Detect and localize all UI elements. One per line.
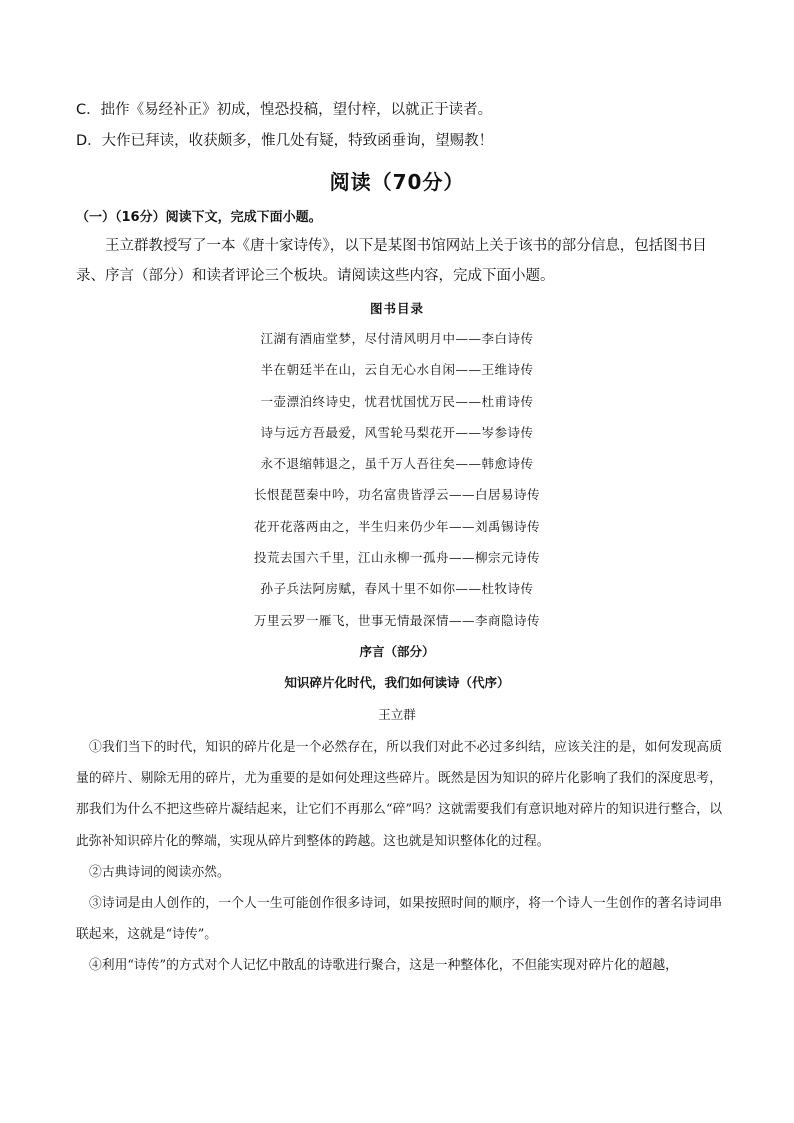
catalog-title: 图书目录 <box>369 301 424 316</box>
catalog-item: 孙子兵法阿房赋，春风十里不如你——杜牧诗传 <box>260 581 534 597</box>
section-title: 阅读（70分） <box>329 170 465 194</box>
preface-author: 王立群 <box>378 707 416 722</box>
catalog-item: 永不退缩韩退之，虽千万人吾往矣——韩愈诗传 <box>260 456 534 472</box>
preface-paragraph-3: ③诗词是由人创作的，一个人一生可能创作很多诗词，如果按照时间的顺序，将一个诗人一生创作的著名诗词串联起来，这就是“诗传”。 <box>76 896 722 943</box>
catalog-list <box>0 328 794 641</box>
catalog-item: 江湖有酒庙堂梦，尽付清风明月中——李白诗传 <box>260 331 534 346</box>
catalog-item: 万里云罗一雁飞，世事无情最深情——李商隐诗传 <box>253 612 540 628</box>
preface-title: 序言（部分） <box>359 644 435 659</box>
question-heading: （一）（16分）阅读下文，完成下面小题。 <box>76 210 322 225</box>
preface-subtitle: 知识碎片化时代，我们如何读诗（代序） <box>284 675 510 690</box>
catalog-item: 半在朝廷半在山，云自无心水自闲——王维诗传 <box>260 362 534 378</box>
preface-paragraph-2: ②古典诗词的阅读亦然。 <box>89 864 230 880</box>
option-c: C．拙作《易经补正》初成，惶恐投稿，望付梓，以就正于读者。 <box>76 102 493 118</box>
catalog-item: 投荒去国六千里，江山永柳一孤舟——柳宗元诗传 <box>253 550 540 566</box>
preface-body <box>76 732 722 982</box>
catalog-item: 花开花落两由之，半生归来仍少年——刘禹锡诗传 <box>253 518 540 534</box>
catalog-item: 诗与远方吾最爱，风雪轮马梨花开——岑参诗传 <box>260 424 534 440</box>
preface-paragraph-1: ①我们当下的时代，知识的碎片化是一个必然存在，所以我们对此不必过多纠结，应该关注的是，如何发现高质量的碎片、剔除无用的碎片，尤为重要的是如何处理这些碎片。既然是因为知识的碎片化影响了我们的深度思考，那我们为什么不把这些碎片凝结起来，让它们不再那么“碎”吗？这就需要我们有意识地对碎片的知识进行整合，以此弥补知识碎片化的弊端，实现从碎片到整体的跨越。这也就是知识整体化的过程。 <box>76 740 722 849</box>
option-d: D．大作已拜读，收获颇多，惟几处有疑，特致函垂询，望赐教！ <box>76 133 494 149</box>
catalog-item: 一壶漂泊终诗史，忧君忧国忧万民——杜甫诗传 <box>260 393 534 409</box>
intro-paragraph <box>76 231 722 291</box>
preface-paragraph-4: ④利用“诗传”的方式对个人记忆中散乱的诗歌进行聚合，这是一种整体化，不但能实现对碎片化的超越， <box>89 958 678 974</box>
catalog-item: 长恨琵琶秦中吟，功名富贵皆浮云——白居易诗传 <box>253 487 540 503</box>
intro-text: 王立群教授写了一本《唐十家诗传》，以下是某图书馆网站上关于该书的部分信息，包括图书目录、序言（部分）和读者评论三个板块。请阅读这些内容，完成下面小题。 <box>76 238 707 284</box>
